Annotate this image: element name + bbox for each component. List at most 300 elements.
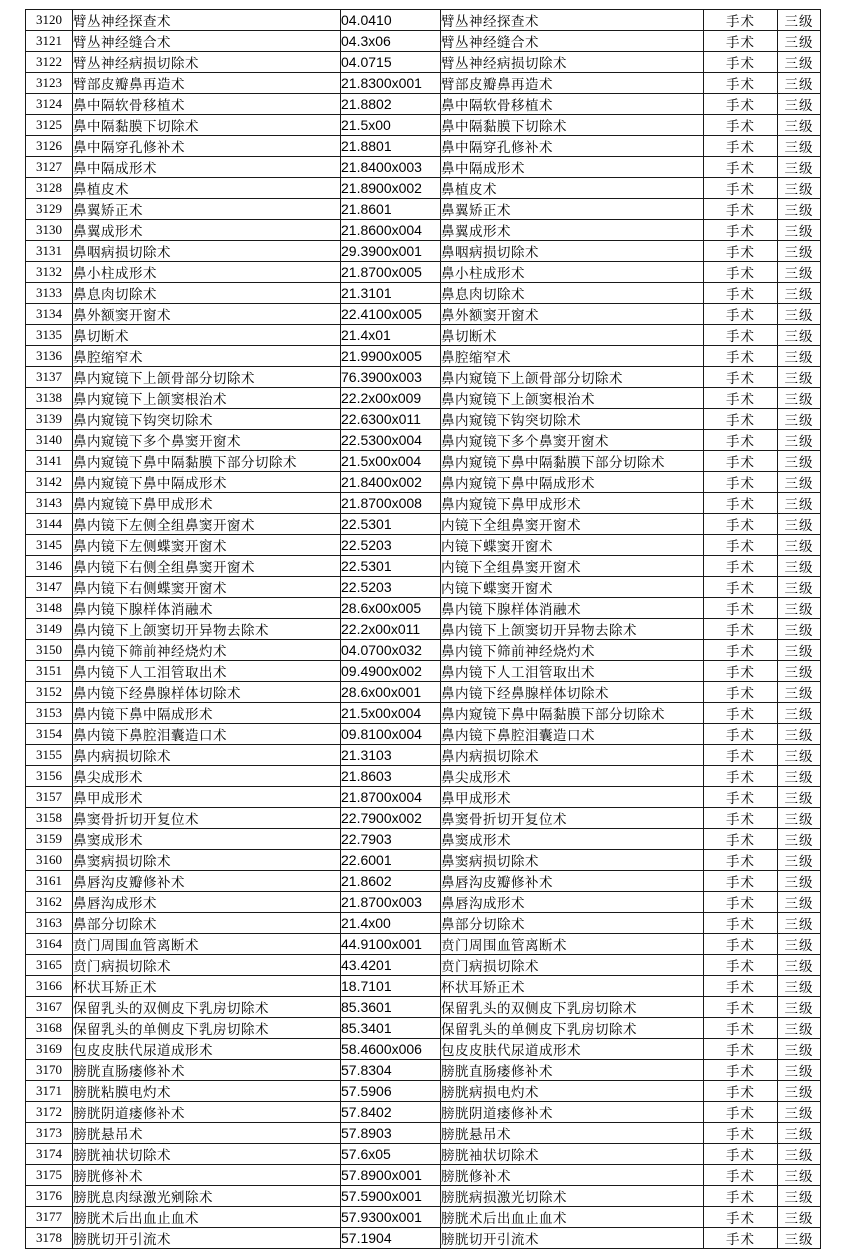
category-cell: 手术 — [704, 451, 778, 472]
table-row — [26, 283, 821, 304]
category-cell: 手术 — [704, 241, 778, 262]
category-cell: 手术 — [704, 1102, 778, 1123]
row-number-cell: 3147 — [26, 577, 73, 598]
table-row — [26, 52, 821, 73]
procedure-name-cell: 贲门病损切除术 — [73, 955, 341, 976]
level-cell: 三级 — [778, 115, 821, 136]
standard-name-cell: 贲门病损切除术 — [441, 955, 704, 976]
table-row — [26, 640, 821, 661]
procedure-code-cell: 85.3401 — [341, 1018, 441, 1039]
procedure-name-cell: 鼻内镜下鼻中隔成形术 — [73, 703, 341, 724]
procedure-code-cell: 22.5301 — [341, 556, 441, 577]
category-cell: 手术 — [704, 52, 778, 73]
category-cell: 手术 — [704, 556, 778, 577]
standard-name-cell: 内镜下蝶窦开窗术 — [441, 535, 704, 556]
procedure-code-cell: 21.8700x003 — [341, 892, 441, 913]
row-number-cell: 3172 — [26, 1102, 73, 1123]
procedure-name-cell: 鼻唇沟皮瓣修补术 — [73, 871, 341, 892]
category-cell: 手术 — [704, 598, 778, 619]
row-number-cell: 3125 — [26, 115, 73, 136]
level-cell: 三级 — [778, 556, 821, 577]
procedure-name-cell: 鼻植皮术 — [73, 178, 341, 199]
category-cell: 手术 — [704, 850, 778, 871]
procedure-name-cell: 鼻内窥镜下鼻中隔成形术 — [73, 472, 341, 493]
level-cell: 三级 — [778, 1186, 821, 1207]
procedure-code-cell: 76.3900x003 — [341, 367, 441, 388]
row-number-cell: 3148 — [26, 598, 73, 619]
table-row — [26, 1102, 821, 1123]
procedure-code-cell: 22.5301 — [341, 514, 441, 535]
level-cell: 三级 — [778, 178, 821, 199]
level-cell: 三级 — [778, 157, 821, 178]
standard-name-cell: 鼻腔缩窄术 — [441, 346, 704, 367]
procedure-code-cell: 57.1904 — [341, 1228, 441, 1249]
procedure-name-cell: 鼻中隔软骨移植术 — [73, 94, 341, 115]
row-number-cell: 3139 — [26, 409, 73, 430]
row-number-cell: 3123 — [26, 73, 73, 94]
category-cell: 手术 — [704, 829, 778, 850]
table-row — [26, 1081, 821, 1102]
row-number-cell: 3142 — [26, 472, 73, 493]
procedure-code-cell: 22.7903 — [341, 829, 441, 850]
row-number-cell: 3178 — [26, 1228, 73, 1249]
procedure-name-cell: 膀胱悬吊术 — [73, 1123, 341, 1144]
category-cell: 手术 — [704, 514, 778, 535]
standard-name-cell: 保留乳头的单侧皮下乳房切除术 — [441, 1018, 704, 1039]
level-cell: 三级 — [778, 367, 821, 388]
table-row — [26, 682, 821, 703]
standard-name-cell: 内镜下全组鼻窦开窗术 — [441, 514, 704, 535]
procedure-name-cell: 鼻腔缩窄术 — [73, 346, 341, 367]
level-cell: 三级 — [778, 934, 821, 955]
standard-name-cell: 鼻外额窦开窗术 — [441, 304, 704, 325]
category-cell: 手术 — [704, 640, 778, 661]
level-cell: 三级 — [778, 787, 821, 808]
standard-name-cell: 贲门周围血管离断术 — [441, 934, 704, 955]
procedure-name-cell: 鼻内镜下鼻腔泪囊造口术 — [73, 724, 341, 745]
procedure-code-cell: 22.4100x005 — [341, 304, 441, 325]
level-cell: 三级 — [778, 682, 821, 703]
row-number-cell: 3161 — [26, 871, 73, 892]
table-row — [26, 913, 821, 934]
level-cell: 三级 — [778, 283, 821, 304]
procedure-code-cell: 21.9900x005 — [341, 346, 441, 367]
row-number-cell: 3159 — [26, 829, 73, 850]
row-number-cell: 3124 — [26, 94, 73, 115]
category-cell: 手术 — [704, 787, 778, 808]
standard-name-cell: 膀胱术后出血止血术 — [441, 1207, 704, 1228]
standard-name-cell: 鼻内镜下腺样体消融术 — [441, 598, 704, 619]
procedure-name-cell: 鼻小柱成形术 — [73, 262, 341, 283]
level-cell: 三级 — [778, 808, 821, 829]
procedure-name-cell: 鼻内镜下经鼻腺样体切除术 — [73, 682, 341, 703]
standard-name-cell: 臂丛神经探查术 — [441, 10, 704, 31]
procedure-code-cell: 21.8602 — [341, 871, 441, 892]
procedure-name-cell: 膀胱粘膜电灼术 — [73, 1081, 341, 1102]
row-number-cell: 3149 — [26, 619, 73, 640]
table-row — [26, 703, 821, 724]
procedure-code-cell: 57.5900x001 — [341, 1186, 441, 1207]
category-cell: 手术 — [704, 619, 778, 640]
standard-name-cell: 鼻切断术 — [441, 325, 704, 346]
table-row — [26, 199, 821, 220]
procedure-name-cell: 鼻内镜下上颌窦切开异物去除术 — [73, 619, 341, 640]
level-cell: 三级 — [778, 10, 821, 31]
procedure-code-cell: 04.0715 — [341, 52, 441, 73]
procedure-name-cell: 鼻内窥镜下鼻甲成形术 — [73, 493, 341, 514]
procedure-name-cell: 臂部皮瓣鼻再造术 — [73, 73, 341, 94]
procedure-code-cell: 22.5203 — [341, 535, 441, 556]
standard-name-cell: 鼻内镜下鼻腔泪囊造口术 — [441, 724, 704, 745]
procedure-code-cell: 21.8600x004 — [341, 220, 441, 241]
table-row — [26, 1144, 821, 1165]
row-number-cell: 3135 — [26, 325, 73, 346]
row-number-cell: 3140 — [26, 430, 73, 451]
category-cell: 手术 — [704, 892, 778, 913]
table-row — [26, 451, 821, 472]
level-cell: 三级 — [778, 1018, 821, 1039]
table-row — [26, 346, 821, 367]
procedure-name-cell: 膀胱息肉绿激光剜除术 — [73, 1186, 341, 1207]
level-cell: 三级 — [778, 703, 821, 724]
table-row — [26, 220, 821, 241]
procedure-code-cell: 22.7900x002 — [341, 808, 441, 829]
procedure-name-cell: 膀胱修补术 — [73, 1165, 341, 1186]
standard-name-cell: 膀胱修补术 — [441, 1165, 704, 1186]
row-number-cell: 3155 — [26, 745, 73, 766]
table-row — [26, 577, 821, 598]
procedure-code-cell: 04.3x06 — [341, 31, 441, 52]
procedure-table-body — [26, 10, 821, 1249]
table-row — [26, 1228, 821, 1249]
procedure-name-cell: 鼻窦骨折切开复位术 — [73, 808, 341, 829]
procedure-name-cell: 鼻内镜下右侧全组鼻窦开窗术 — [73, 556, 341, 577]
table-row — [26, 136, 821, 157]
category-cell: 手术 — [704, 724, 778, 745]
procedure-code-cell: 57.8402 — [341, 1102, 441, 1123]
procedure-name-cell: 鼻外额窦开窗术 — [73, 304, 341, 325]
procedure-name-cell: 鼻中隔成形术 — [73, 157, 341, 178]
procedure-name-cell: 鼻唇沟成形术 — [73, 892, 341, 913]
procedure-code-cell: 09.4900x002 — [341, 661, 441, 682]
category-cell: 手术 — [704, 1165, 778, 1186]
category-cell: 手术 — [704, 178, 778, 199]
procedure-code-cell: 21.3103 — [341, 745, 441, 766]
level-cell: 三级 — [778, 598, 821, 619]
row-number-cell: 3165 — [26, 955, 73, 976]
procedure-code-cell: 21.8603 — [341, 766, 441, 787]
procedure-code-cell: 21.8300x001 — [341, 73, 441, 94]
level-cell: 三级 — [778, 766, 821, 787]
standard-name-cell: 保留乳头的双侧皮下乳房切除术 — [441, 997, 704, 1018]
level-cell: 三级 — [778, 1228, 821, 1249]
standard-name-cell: 鼻内窥镜下上颌窦根治术 — [441, 388, 704, 409]
category-cell: 手术 — [704, 493, 778, 514]
standard-name-cell: 鼻甲成形术 — [441, 787, 704, 808]
level-cell: 三级 — [778, 136, 821, 157]
level-cell: 三级 — [778, 1207, 821, 1228]
category-cell: 手术 — [704, 682, 778, 703]
category-cell: 手术 — [704, 262, 778, 283]
category-cell: 手术 — [704, 157, 778, 178]
level-cell: 三级 — [778, 661, 821, 682]
procedure-name-cell: 包皮皮肤代尿道成形术 — [73, 1039, 341, 1060]
row-number-cell: 3162 — [26, 892, 73, 913]
category-cell: 手术 — [704, 535, 778, 556]
category-cell: 手术 — [704, 1144, 778, 1165]
level-cell: 三级 — [778, 304, 821, 325]
standard-name-cell: 鼻窦病损切除术 — [441, 850, 704, 871]
standard-name-cell: 鼻内窥镜下鼻中隔黏膜下部分切除术 — [441, 451, 704, 472]
table-row — [26, 598, 821, 619]
row-number-cell: 3171 — [26, 1081, 73, 1102]
row-number-cell: 3126 — [26, 136, 73, 157]
procedure-code-cell: 21.8700x005 — [341, 262, 441, 283]
standard-name-cell: 鼻中隔成形术 — [441, 157, 704, 178]
level-cell: 三级 — [778, 535, 821, 556]
procedure-name-cell: 臂丛神经缝合术 — [73, 31, 341, 52]
table-row — [26, 1207, 821, 1228]
table-row — [26, 73, 821, 94]
procedure-name-cell: 膀胱直肠瘘修补术 — [73, 1060, 341, 1081]
standard-name-cell: 鼻植皮术 — [441, 178, 704, 199]
procedure-code-cell: 21.8400x003 — [341, 157, 441, 178]
standard-name-cell: 内镜下全组鼻窦开窗术 — [441, 556, 704, 577]
level-cell: 三级 — [778, 1123, 821, 1144]
standard-name-cell: 鼻息肉切除术 — [441, 283, 704, 304]
procedure-code-cell: 57.5906 — [341, 1081, 441, 1102]
standard-name-cell: 膀胱悬吊术 — [441, 1123, 704, 1144]
procedure-name-cell: 鼻切断术 — [73, 325, 341, 346]
procedure-code-cell: 09.8100x004 — [341, 724, 441, 745]
standard-name-cell: 鼻咽病损切除术 — [441, 241, 704, 262]
standard-name-cell: 膀胱直肠瘘修补术 — [441, 1060, 704, 1081]
level-cell: 三级 — [778, 829, 821, 850]
table-row — [26, 556, 821, 577]
category-cell: 手术 — [704, 472, 778, 493]
level-cell: 三级 — [778, 94, 821, 115]
table-row — [26, 1039, 821, 1060]
row-number-cell: 3158 — [26, 808, 73, 829]
row-number-cell: 3129 — [26, 199, 73, 220]
table-row — [26, 262, 821, 283]
category-cell: 手术 — [704, 94, 778, 115]
row-number-cell: 3173 — [26, 1123, 73, 1144]
category-cell: 手术 — [704, 1039, 778, 1060]
procedure-name-cell: 膀胱术后出血止血术 — [73, 1207, 341, 1228]
category-cell: 手术 — [704, 199, 778, 220]
row-number-cell: 3174 — [26, 1144, 73, 1165]
table-row — [26, 1123, 821, 1144]
procedure-name-cell: 鼻内窥镜下鼻中隔黏膜下部分切除术 — [73, 451, 341, 472]
table-row — [26, 94, 821, 115]
procedure-name-cell: 鼻中隔穿孔修补术 — [73, 136, 341, 157]
standard-name-cell: 膀胱病损激光切除术 — [441, 1186, 704, 1207]
level-cell: 三级 — [778, 619, 821, 640]
category-cell: 手术 — [704, 367, 778, 388]
category-cell: 手术 — [704, 703, 778, 724]
table-row — [26, 661, 821, 682]
row-number-cell: 3163 — [26, 913, 73, 934]
level-cell: 三级 — [778, 430, 821, 451]
level-cell: 三级 — [778, 451, 821, 472]
category-cell: 手术 — [704, 115, 778, 136]
table-row — [26, 850, 821, 871]
row-number-cell: 3157 — [26, 787, 73, 808]
level-cell: 三级 — [778, 997, 821, 1018]
table-row — [26, 1186, 821, 1207]
procedure-name-cell: 鼻内病损切除术 — [73, 745, 341, 766]
category-cell: 手术 — [704, 73, 778, 94]
standard-name-cell: 鼻内窥镜下鼻中隔黏膜下部分切除术 — [441, 703, 704, 724]
procedure-name-cell: 鼻息肉切除术 — [73, 283, 341, 304]
row-number-cell: 3120 — [26, 10, 73, 31]
row-number-cell: 3176 — [26, 1186, 73, 1207]
row-number-cell: 3151 — [26, 661, 73, 682]
procedure-name-cell: 膀胱袖状切除术 — [73, 1144, 341, 1165]
category-cell: 手术 — [704, 1018, 778, 1039]
procedure-code-cell: 57.6x05 — [341, 1144, 441, 1165]
level-cell: 三级 — [778, 325, 821, 346]
row-number-cell: 3128 — [26, 178, 73, 199]
row-number-cell: 3164 — [26, 934, 73, 955]
standard-name-cell: 包皮皮肤代尿道成形术 — [441, 1039, 704, 1060]
table-row — [26, 808, 821, 829]
row-number-cell: 3131 — [26, 241, 73, 262]
standard-name-cell: 鼻内窥镜下鼻中隔成形术 — [441, 472, 704, 493]
procedure-code-cell: 57.8304 — [341, 1060, 441, 1081]
procedure-code-cell: 28.6x00x005 — [341, 598, 441, 619]
procedure-name-cell: 鼻翼成形术 — [73, 220, 341, 241]
procedure-name-cell: 膀胱切开引流术 — [73, 1228, 341, 1249]
procedure-name-cell: 膀胱阴道瘘修补术 — [73, 1102, 341, 1123]
row-number-cell: 3167 — [26, 997, 73, 1018]
standard-name-cell: 鼻小柱成形术 — [441, 262, 704, 283]
table-row — [26, 325, 821, 346]
row-number-cell: 3132 — [26, 262, 73, 283]
table-row — [26, 1165, 821, 1186]
procedure-name-cell: 保留乳头的单侧皮下乳房切除术 — [73, 1018, 341, 1039]
procedure-name-cell: 鼻咽病损切除术 — [73, 241, 341, 262]
category-cell: 手术 — [704, 430, 778, 451]
category-cell: 手术 — [704, 976, 778, 997]
procedure-name-cell: 鼻内窥镜下上颌骨部分切除术 — [73, 367, 341, 388]
level-cell: 三级 — [778, 220, 821, 241]
row-number-cell: 3150 — [26, 640, 73, 661]
category-cell: 手术 — [704, 136, 778, 157]
procedure-name-cell: 鼻内窥镜下多个鼻窦开窗术 — [73, 430, 341, 451]
procedure-name-cell: 鼻内窥镜下钩突切除术 — [73, 409, 341, 430]
row-number-cell: 3144 — [26, 514, 73, 535]
procedure-name-cell: 鼻甲成形术 — [73, 787, 341, 808]
category-cell: 手术 — [704, 913, 778, 934]
standard-name-cell: 鼻翼矫正术 — [441, 199, 704, 220]
procedure-name-cell: 鼻内镜下腺样体消融术 — [73, 598, 341, 619]
procedure-name-cell: 臂丛神经探查术 — [73, 10, 341, 31]
row-number-cell: 3175 — [26, 1165, 73, 1186]
category-cell: 手术 — [704, 997, 778, 1018]
level-cell: 三级 — [778, 640, 821, 661]
standard-name-cell: 膀胱袖状切除术 — [441, 1144, 704, 1165]
procedure-code-cell: 21.3101 — [341, 283, 441, 304]
table-row — [26, 535, 821, 556]
row-number-cell: 3138 — [26, 388, 73, 409]
procedure-code-cell: 22.5203 — [341, 577, 441, 598]
standard-name-cell: 杯状耳矫正术 — [441, 976, 704, 997]
standard-name-cell: 鼻窦成形术 — [441, 829, 704, 850]
level-cell: 三级 — [778, 52, 821, 73]
standard-name-cell: 鼻翼成形术 — [441, 220, 704, 241]
procedure-code-cell: 22.2x00x011 — [341, 619, 441, 640]
procedure-code-cell: 21.4x01 — [341, 325, 441, 346]
procedure-code-cell: 21.5x00 — [341, 115, 441, 136]
standard-name-cell: 鼻内镜下人工泪管取出术 — [441, 661, 704, 682]
table-row — [26, 388, 821, 409]
level-cell: 三级 — [778, 493, 821, 514]
row-number-cell: 3152 — [26, 682, 73, 703]
procedure-code-cell: 22.2x00x009 — [341, 388, 441, 409]
procedure-code-cell: 04.0700x032 — [341, 640, 441, 661]
row-number-cell: 3121 — [26, 31, 73, 52]
procedure-code-cell: 21.5x00x004 — [341, 703, 441, 724]
procedure-name-cell: 鼻内镜下左侧蝶窦开窗术 — [73, 535, 341, 556]
table-row — [26, 829, 821, 850]
level-cell: 三级 — [778, 241, 821, 262]
category-cell: 手术 — [704, 1060, 778, 1081]
table-row — [26, 493, 821, 514]
procedure-name-cell: 保留乳头的双侧皮下乳房切除术 — [73, 997, 341, 1018]
table-row — [26, 892, 821, 913]
standard-name-cell: 鼻内窥镜下钩突切除术 — [441, 409, 704, 430]
procedure-code-cell: 85.3601 — [341, 997, 441, 1018]
row-number-cell: 3122 — [26, 52, 73, 73]
standard-name-cell: 臂丛神经病损切除术 — [441, 52, 704, 73]
level-cell: 三级 — [778, 73, 821, 94]
row-number-cell: 3168 — [26, 1018, 73, 1039]
procedure-code-cell: 22.6300x011 — [341, 409, 441, 430]
procedure-name-cell: 贲门周围血管离断术 — [73, 934, 341, 955]
standard-name-cell: 膀胱阴道瘘修补术 — [441, 1102, 704, 1123]
procedure-name-cell: 鼻内镜下人工泪管取出术 — [73, 661, 341, 682]
table-row — [26, 766, 821, 787]
procedure-name-cell: 鼻窦病损切除术 — [73, 850, 341, 871]
standard-name-cell: 鼻内病损切除术 — [441, 745, 704, 766]
level-cell: 三级 — [778, 31, 821, 52]
row-number-cell: 3146 — [26, 556, 73, 577]
procedure-code-cell: 21.8700x004 — [341, 787, 441, 808]
standard-name-cell: 膀胱病损电灼术 — [441, 1081, 704, 1102]
standard-name-cell: 鼻部分切除术 — [441, 913, 704, 934]
level-cell: 三级 — [778, 262, 821, 283]
level-cell: 三级 — [778, 745, 821, 766]
level-cell: 三级 — [778, 913, 821, 934]
table-row — [26, 304, 821, 325]
procedure-name-cell: 杯状耳矫正术 — [73, 976, 341, 997]
category-cell: 手术 — [704, 346, 778, 367]
category-cell: 手术 — [704, 388, 778, 409]
level-cell: 三级 — [778, 724, 821, 745]
table-row — [26, 31, 821, 52]
standard-name-cell: 鼻内镜下筛前神经烧灼术 — [441, 640, 704, 661]
category-cell: 手术 — [704, 1123, 778, 1144]
category-cell: 手术 — [704, 808, 778, 829]
category-cell: 手术 — [704, 304, 778, 325]
table-row — [26, 115, 821, 136]
category-cell: 手术 — [704, 220, 778, 241]
table-row — [26, 430, 821, 451]
level-cell: 三级 — [778, 388, 821, 409]
procedure-code-cell: 21.8801 — [341, 136, 441, 157]
